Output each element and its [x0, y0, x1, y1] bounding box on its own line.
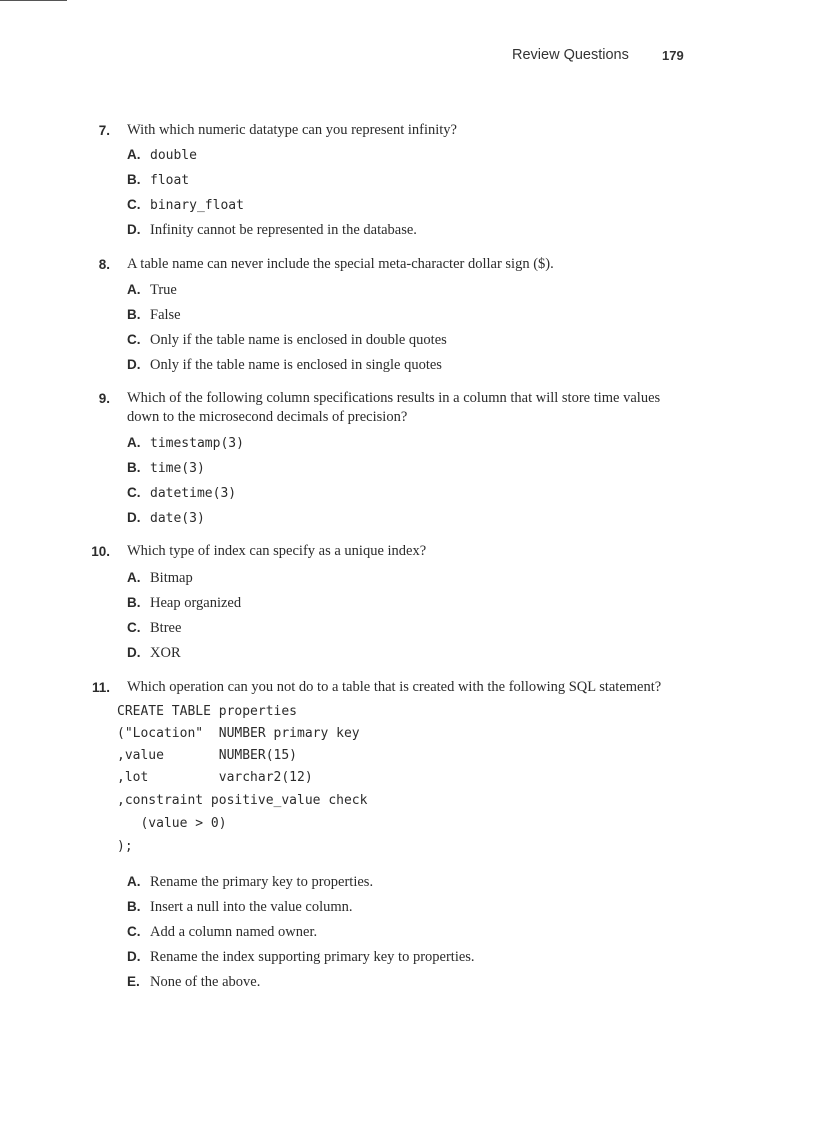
option-letter: C.	[127, 332, 141, 347]
question-text: Which of the following column specifications results in a column that will store time values down to the microsecond decimals of precision?	[127, 390, 661, 425]
code-line: ,constraint positive_value check	[117, 793, 368, 808]
question-number: 8.	[98, 257, 110, 272]
option-letter: C.	[127, 197, 141, 212]
option-d	[127, 509, 205, 529]
option-text: XOR	[150, 645, 181, 661]
option-b	[127, 594, 241, 614]
option-letter: D.	[127, 510, 141, 525]
option-text: datetime(3)	[150, 486, 237, 501]
option-text: Rename the primary key to properties.	[150, 874, 374, 890]
option-letter: A.	[127, 282, 141, 297]
option-text: timestamp(3)	[150, 436, 244, 451]
question-text: Which operation can you not do to a table that is created with the following SQL statement?	[127, 679, 662, 695]
question-number: 11.	[91, 680, 110, 695]
code-line: );	[117, 839, 133, 854]
option-d	[127, 948, 475, 968]
option-text: Infinity cannot be represented in the database.	[150, 222, 417, 238]
option-text: binary_float	[150, 198, 244, 213]
option-letter: A.	[127, 570, 141, 585]
running-head	[0, 47, 816, 67]
option-b	[127, 459, 205, 479]
page-number: 179	[662, 48, 684, 63]
question-text: With which numeric datatype can you represent infinity?	[127, 122, 457, 138]
question-number: 7.	[98, 123, 110, 138]
option-letter: D.	[127, 357, 141, 372]
question-number: 10.	[91, 544, 110, 559]
option-text: True	[150, 282, 177, 298]
option-text: Rename the index supporting primary key to properties.	[150, 949, 475, 965]
option-b	[127, 898, 353, 918]
option-text: Bitmap	[150, 570, 193, 586]
code-line: ,value NUMBER(15)	[117, 748, 298, 763]
option-c	[127, 331, 447, 351]
option-letter: D.	[127, 949, 141, 964]
option-a	[127, 281, 177, 301]
option-text: False	[150, 307, 181, 323]
option-text: time(3)	[150, 461, 205, 476]
code-line: CREATE TABLE properties	[117, 704, 298, 719]
option-letter: E.	[127, 974, 140, 989]
option-letter: B.	[127, 307, 141, 322]
option-letter: A.	[127, 147, 141, 162]
option-letter: C.	[127, 485, 141, 500]
option-c	[127, 196, 244, 216]
question-text: Which type of index can specify as a unique index?	[127, 543, 427, 559]
option-e	[127, 973, 260, 993]
option-letter: B.	[127, 595, 141, 610]
option-d	[127, 356, 442, 376]
option-text: Insert a null into the value column.	[150, 899, 353, 915]
option-a	[127, 873, 373, 893]
question-text: A table name can never include the special meta-character dollar sign ($).	[127, 256, 554, 272]
code-line: (value > 0)	[117, 816, 227, 831]
code-line: ,lot varchar2(12)	[117, 770, 313, 785]
option-d	[127, 221, 417, 241]
option-c	[127, 619, 181, 639]
option-letter: B.	[127, 899, 141, 914]
option-letter: C.	[127, 924, 141, 939]
option-letter: B.	[127, 460, 141, 475]
option-letter: A.	[127, 874, 141, 889]
option-text: double	[150, 148, 197, 163]
option-c	[127, 484, 236, 504]
corner-rule	[0, 0, 67, 1]
option-text: Add a column named owner.	[150, 924, 318, 940]
option-text: Heap organized	[150, 595, 242, 611]
question-number: 9.	[98, 391, 110, 406]
option-letter: D.	[127, 222, 141, 237]
option-c	[127, 923, 317, 943]
option-letter: D.	[127, 645, 141, 660]
option-letter: B.	[127, 172, 141, 187]
option-text: float	[150, 173, 190, 188]
option-a	[127, 569, 193, 589]
option-a	[127, 146, 197, 166]
option-a	[127, 434, 244, 454]
option-text: Only if the table name is enclosed in double quotes	[150, 332, 447, 348]
option-text: Only if the table name is enclosed in single quotes	[150, 357, 442, 373]
option-b	[127, 306, 181, 326]
option-d	[127, 644, 181, 664]
code-line: ("Location" NUMBER primary key	[117, 726, 360, 741]
option-text: date(3)	[150, 511, 205, 526]
option-letter: A.	[127, 435, 141, 450]
option-text: None of the above.	[150, 974, 261, 990]
option-text: Btree	[150, 620, 182, 636]
option-letter: C.	[127, 620, 141, 635]
running-title: Review Questions	[512, 47, 629, 63]
option-b	[127, 171, 189, 191]
